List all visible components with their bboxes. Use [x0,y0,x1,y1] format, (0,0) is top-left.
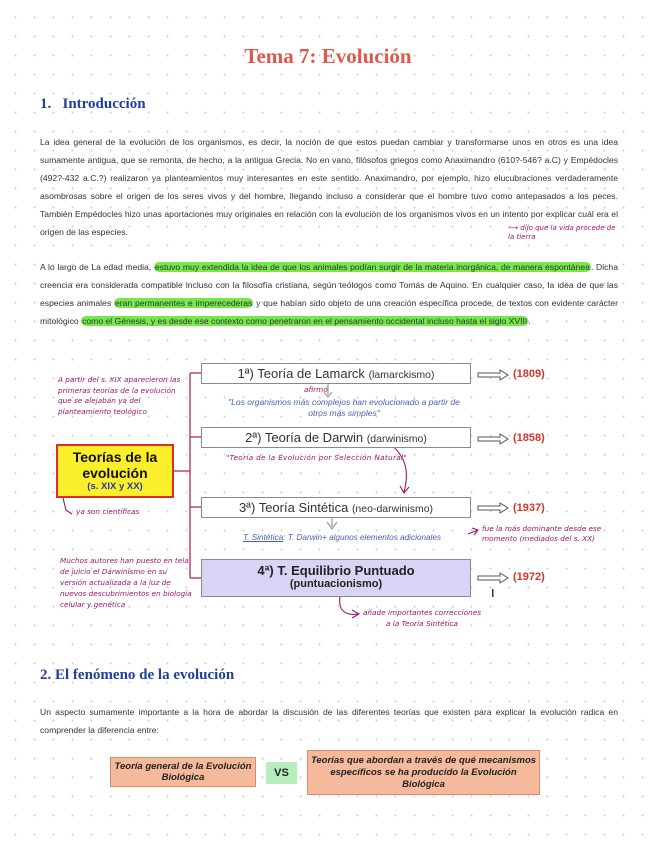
main-theories-box [56,444,174,498]
note-correcciones: añade importantes correcciones a la Teoría Sintética [362,608,482,628]
section-1-heading: 1. Introducción [40,96,146,112]
versus-label: VS [266,762,297,784]
theory-equilibrio-box: 4ª) T. Equilibrio Puntuado (puntuacionismo) [201,559,471,597]
theory-sintetica-box: 3ª) Teoría Sintética (neo-darwinismo) [201,497,471,518]
main-theories-sub: (s. XIX y XX) [87,481,143,492]
arrow-year-1 [478,370,508,380]
general-theory-box: Teoría general de la Evolución Biológica [110,757,256,787]
note-darwinismo-critica: Muchos autores han puesto en tela de juicio el Darwinismo en su versión actualizada a la luz de nuevos descubrimientos en biología celular y genética [60,556,192,609]
lamarck-quote: "Los organismos más complejos han evolucionado a partir de otros más simples" [228,397,460,418]
main-theories-title: Teorías de la evolución [72,449,158,481]
year-lamarck: (1809) [513,368,545,380]
arrow-year-3 [478,503,508,513]
hand-arrow-darwin [388,442,409,493]
hand-arrow-bottom [340,597,359,618]
note-dominante: fue la más dominante desde ese momento (mediados del s. XX) [482,524,602,543]
arrow-year-2 [478,434,508,444]
note-siglo-xix: A partir del s. XIX aparecieron las primeras teorías de la evolución que se alejaban ya del planteamiento teológico [58,375,181,416]
intro-paragraph-2: A lo largo de La edad media, estuvo muy extendida la idea de que los animales podían surgir de la materia inorgánica, de manera espontánea. Dicha creencia era considerada compatible incluso con la filosofía cristiana, según teólogos como Tomás de Aquino. En cualquier caso, la idea de que las especies animales eran permanentes e imperecederas y que habían sido objeto de una creación específica procede, de textos con evidente carácter mitológico como el Génesis, y es desde ese contexto como penetraron en el pensamiento occidental incluso hasta el siglo XVIII. [40,262,618,326]
note-darwin: "Teoría de la Evolución por Selección Natural" [226,453,408,462]
highlight-permanentes: eran permanentes e imperecederas [114,298,253,308]
intro-paragraph-1: La idea general de la evolución de los organismos, es decir, la noción de que estos puedan cambiar y transformarse unos en otros es una idea sumamente antigua, que se remonta, de hecho, a la antigua Grecia. No en vano, filósofos griegos como Anaximandro (610?-546? a.C) y Empédocles (492?-432 a.C.?) realizaron ya planteamientos muy interesantes en este sentido. Anaximandro, por ejemplo, hizo elucubraciones verdaderamente asombrosas sobre el origen de los seres vivos y del hombre, llegando incluso a considerar que el hombre tuvo como antepasados a los peces. También Empédocles hizo unas aportaciones muy originales en relación con la evolución de los organismos vivos en un intento por explicar cuál era el origen de las especies. [40,137,618,237]
page-title: Tema 7: Evolución [244,44,412,68]
arrow-year-4 [478,573,508,583]
section-2-heading: 2. El fenómeno de la evolución [40,667,235,683]
highlight-edad-media: estuvo muy extendida la idea de que los animales podían surgir de la materia inorgánica, de manera espontánea [154,262,590,272]
section-2-paragraph: Un aspecto sumamente importante a la hora de abordar la discusión de las diferentes teorías que existen para explicar la evolución radica en comprender la diferencia entre: [40,707,618,735]
year-darwin: (1858) [513,432,545,444]
theory-lamarck-box: 1ª) Teoría de Lamarck (lamarckismo) [201,363,471,384]
highlight-genesis: como el Génesis, y es desde ese contexto como penetraron en el pensamiento occidental incluso hasta el siglo XVIII [82,316,528,326]
theory-darwin-box: 2ª) Teoría de Darwin (darwinismo) [201,427,471,448]
note-afirma: afirmó [304,385,328,394]
mechanisms-theory-box: Teorías que abordan a través de qué mecanismos específicos se ha producido la Evolución Biológica [307,750,540,795]
note-cientificas: ya son científicas [76,507,140,516]
hand-arrow-right [468,528,478,535]
tick-mark [492,589,494,597]
year-equilibrio: (1972) [513,571,545,583]
sintetica-note: T. Sintética: T. Darwin+ algunos elementos adicionales [242,533,442,542]
note-vida-tierra: ⟶ dijo que la vida procede de la tierra [508,224,616,241]
year-sintetica: (1937) [513,502,545,514]
